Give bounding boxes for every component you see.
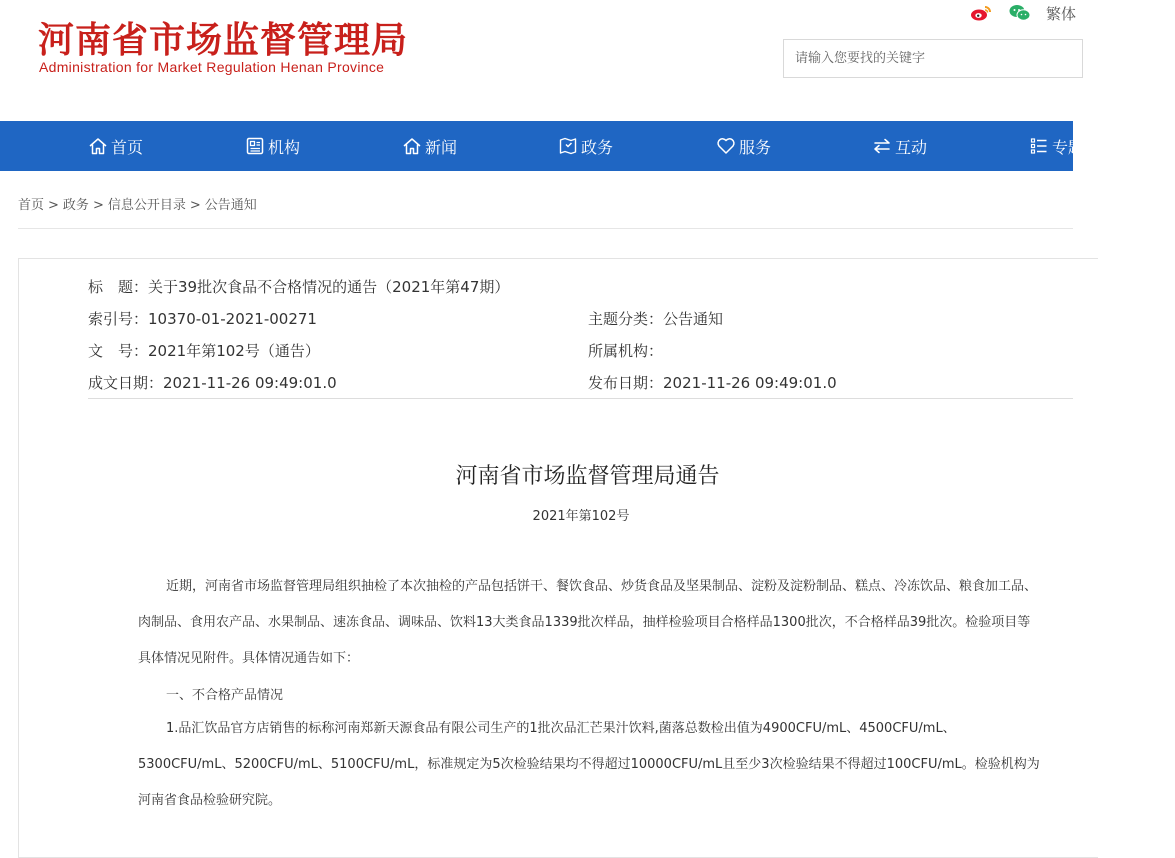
breadcrumb-gov[interactable]: 政务: [62, 198, 89, 213]
search-input[interactable]: [783, 39, 1083, 78]
meta-index-label: 索引号：: [88, 310, 149, 328]
top-links: [968, 3, 1076, 23]
nav-label-gov: 政务: [581, 137, 614, 157]
breadcrumb-separator: >: [48, 198, 59, 213]
nav-label-org: 机构: [268, 137, 301, 157]
breadcrumb: [18, 194, 257, 213]
nav-item-gov[interactable]: [558, 121, 613, 171]
nav-item-service[interactable]: [716, 121, 771, 171]
meta-category: [588, 309, 723, 329]
notice-number: 2021年第102号: [532, 509, 630, 524]
meta-published: [588, 373, 837, 393]
breadcrumb-separator: >: [92, 198, 104, 213]
nav-label-topic: 专题: [1052, 137, 1085, 157]
meta-docno-label: 文 号：: [88, 342, 149, 360]
meta-title-label: 标 题：: [88, 278, 149, 296]
meta-divider: [88, 398, 1073, 399]
site-header: [0, 0, 1077, 121]
site-logo-title[interactable]: 河南省市场监督管理局: [38, 20, 409, 61]
nav-item-news[interactable]: [402, 121, 457, 171]
heart-icon: [716, 136, 736, 156]
notice-paragraph-intro: 近期，河南省市场监督管理局组织抽检了本次抽检的产品包括饼干、餐饮食品、炒货食品及坚果制品、淀粉及淀粉制品、糕点、冷冻饮品、粮食加工品、肉制品、食用农产品、水果制品、速冻食品、调味品、饮料13大类食品1339批次样品，抽样检验项目合格样品1300批次，不合格样品39批次。检验项目等具体情况见附件。具体情况通告如下：: [138, 579, 1038, 666]
breadcrumb-home[interactable]: 首页: [18, 198, 45, 213]
notice-heading: 河南省市场监督管理局通告: [455, 464, 720, 489]
meta-docno: [88, 341, 320, 361]
meta-published-value: 2021-11-26 09:49:01.0: [663, 374, 837, 392]
meta-org-label: 所属机构：: [588, 342, 664, 360]
wechat-icon[interactable]: [1007, 3, 1033, 23]
meta-created: [88, 373, 337, 393]
meta-index-value: 10370-01-2021-00271: [148, 310, 317, 328]
meta-published-label: 发布日期：: [588, 374, 664, 392]
site-logo-subtitle: Administration for Market Regulation Henan Province: [39, 59, 385, 75]
traditional-chinese-link[interactable]: 繁体: [1046, 4, 1077, 23]
exchange-icon: [872, 136, 892, 156]
breadcrumb-directory[interactable]: 信息公开目录: [107, 198, 186, 213]
breadcrumb-divider: [18, 228, 1073, 229]
topic-icon: [1029, 136, 1049, 156]
meta-title: [88, 277, 509, 297]
nav-label-service: 服务: [739, 137, 772, 157]
nav-label-home: 首页: [111, 137, 144, 157]
main-nav: [0, 121, 1085, 171]
news-icon: [402, 136, 422, 156]
meta-category-label: 主题分类：: [588, 310, 664, 328]
meta-org: [588, 341, 663, 361]
gov-icon: [558, 136, 578, 156]
nav-item-org[interactable]: [245, 121, 300, 171]
nav-item-interact[interactable]: [872, 121, 927, 171]
org-icon: [245, 136, 265, 156]
notice-paragraph-item-1: 1.品汇饮品官方店销售的标称河南郑新天源食品有限公司生产的1批次品汇芒果汁饮料,菌落总数检出值为4900CFU/mL、4500CFU/mL、5300CFU/mL、5200CFU/mL、5100CFU/mL，标准规定为5次检验结果均不得超过10000CFU/mL且至少3次检验结果不得超过100CFU/mL。检验机构为河南省食品检验研究院。: [138, 721, 1040, 808]
breadcrumb-separator: >: [189, 198, 201, 213]
weibo-icon[interactable]: [968, 3, 994, 23]
nav-item-home[interactable]: [88, 121, 143, 171]
home-icon: [88, 136, 108, 156]
breadcrumb-notices[interactable]: 公告通知: [204, 198, 257, 213]
meta-created-value: 2021-11-26 09:49:01.0: [163, 374, 337, 392]
notice-section-heading: 一、不合格产品情况: [166, 688, 284, 703]
meta-title-value: 关于39批次食品不合格情况的通告（2021年第47期）: [148, 278, 510, 296]
nav-label-news: 新闻: [425, 137, 458, 157]
meta-docno-value: 2021年第102号（通告）: [148, 342, 320, 360]
nav-item-topic[interactable]: [1029, 121, 1084, 171]
meta-created-label: 成文日期：: [88, 374, 164, 392]
meta-category-value: 公告通知: [663, 310, 724, 328]
nav-label-interact: 互动: [895, 137, 928, 157]
meta-index: [88, 309, 317, 329]
